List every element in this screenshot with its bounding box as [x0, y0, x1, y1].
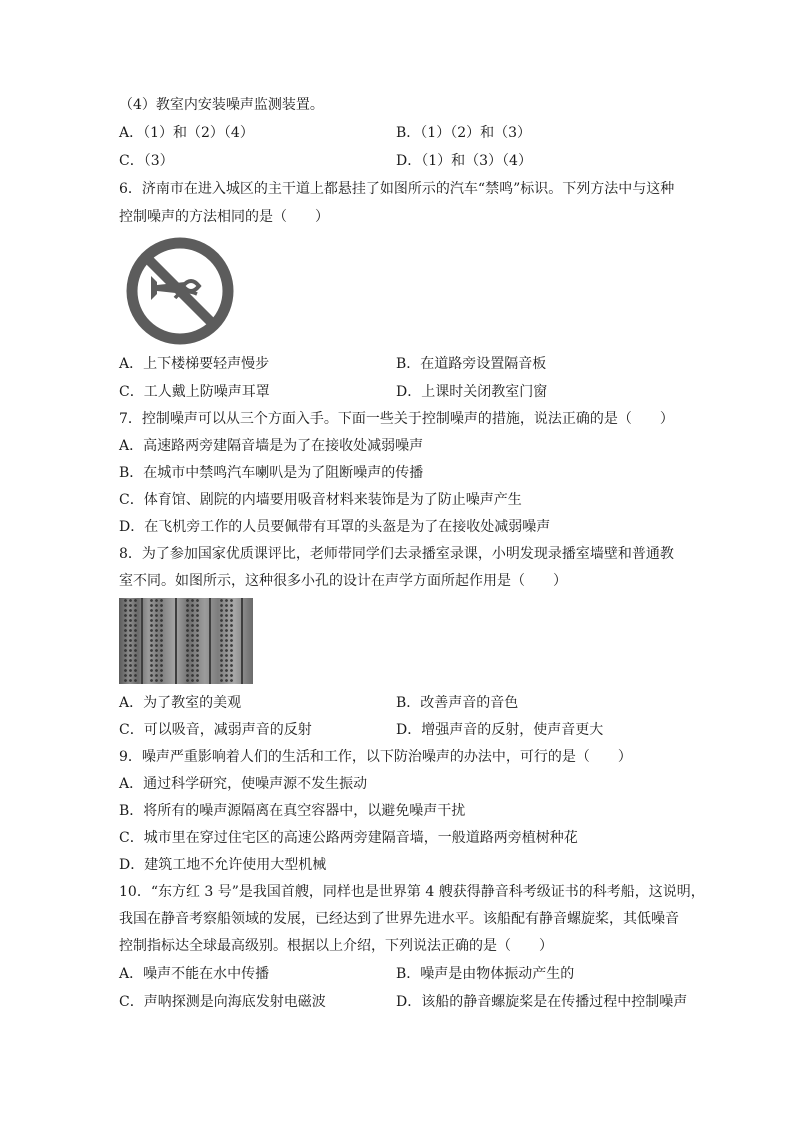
q6-option-d: D．上课时关闭教室门窗 — [396, 384, 548, 400]
q9-option-a: A．通过科学研究，使噪声源不发生振动 — [119, 776, 368, 792]
q10-option-b: B．噪声是由物体振动产生的 — [396, 966, 575, 982]
q10-option-d: D．该船的静音螺旋桨是在传播过程中控制噪声 — [396, 994, 688, 1010]
q9-stem: 9．噪声严重影响着人们的生活和工作，以下防治噪声的办法中，可行的是（ ） — [119, 749, 632, 765]
q6-option-b: B．在道路旁设置隔音板 — [396, 356, 547, 372]
perforated-wall-panel-image — [119, 598, 253, 684]
q6-option-a: A．上下楼梯要轻声慢步 — [119, 356, 270, 372]
previous-item-4: （4）教室内安装噪声监测装置。 — [119, 97, 324, 113]
q7-option-b: B．在城市中禁鸣汽车喇叭是为了阻断噪声的传播 — [119, 465, 424, 481]
q5-option-a: A．（1）和（2）（4） — [119, 125, 254, 141]
q6-option-c: C．工人戴上防噪声耳罩 — [119, 384, 270, 400]
q10-stem-line3: 控制指标达全球最高级别。根据以上介绍，下列说法正确的是（ ） — [119, 938, 553, 954]
q6-stem-line2: 控制噪声的方法相同的是（ ） — [119, 209, 329, 225]
q7-stem: 7．控制噪声可以从三个方面入手。下面一些关于控制噪声的措施，说法正确的是（ ） — [119, 411, 674, 427]
q7-option-a: A．高速路两旁建隔音墙是为了在接收处减弱噪声 — [119, 438, 424, 454]
q8-option-b: B．改善声音的音色 — [396, 695, 519, 711]
q8-option-a: A．为了教室的美观 — [119, 695, 242, 711]
q7-option-c: C．体育馆、剧院的内墙要用吸音材料来装饰是为了防止噪声产生 — [119, 492, 522, 508]
q9-option-c: C．城市里在穿过住宅区的高速公路两旁建隔音墙，一般道路两旁植树种花 — [119, 830, 578, 846]
q10-stem-line2: 我国在静音考察船领域的发展，已经达到了世界先进水平。该船配有静音螺旋桨，其低噪音 — [119, 911, 679, 927]
q8-stem-line1: 8．为了参加国家优质课评比，老师带同学们去录播室录课，小明发现录播室墙壁和普通教 — [119, 546, 674, 562]
q5-option-d: D．（1）和（3）（4） — [396, 153, 532, 169]
q10-stem-line1: 10．“东方红 3 号”是我国首艘，同样也是世界第 4 艘获得静音科考级证书的科考船，这说明， — [119, 884, 705, 900]
q8-stem-line2: 室不同。如图所示，这种很多小孔的设计在声学方面所起作用是（ ） — [119, 573, 567, 589]
no-horn-sign-icon — [125, 236, 235, 346]
q9-option-b: B．将所有的噪声源隔离在真空容器中，以避免噪声干扰 — [119, 803, 466, 819]
q7-option-d: D．在飞机旁工作的人员要佩带有耳罩的头盔是为了在接收处减弱噪声 — [119, 519, 551, 535]
q10-option-c: C．声呐探测是向海底发射电磁波 — [119, 994, 326, 1010]
q8-option-d: D．增强声音的反射，使声音更大 — [396, 722, 604, 738]
q5-option-b: B．（1）（2）和（3） — [396, 125, 532, 141]
q9-option-d: D．建筑工地不允许使用大型机械 — [119, 857, 327, 873]
q10-option-a: A．噪声不能在水中传播 — [119, 966, 270, 982]
q8-option-c: C．可以吸音，减弱声音的反射 — [119, 722, 312, 738]
q5-option-c: C．（3） — [119, 153, 174, 169]
q6-stem-line1: 6．济南市在进入城区的主干道上都悬挂了如图所示的汽车“禁鸣”标识。下列方法中与这种 — [119, 181, 675, 197]
